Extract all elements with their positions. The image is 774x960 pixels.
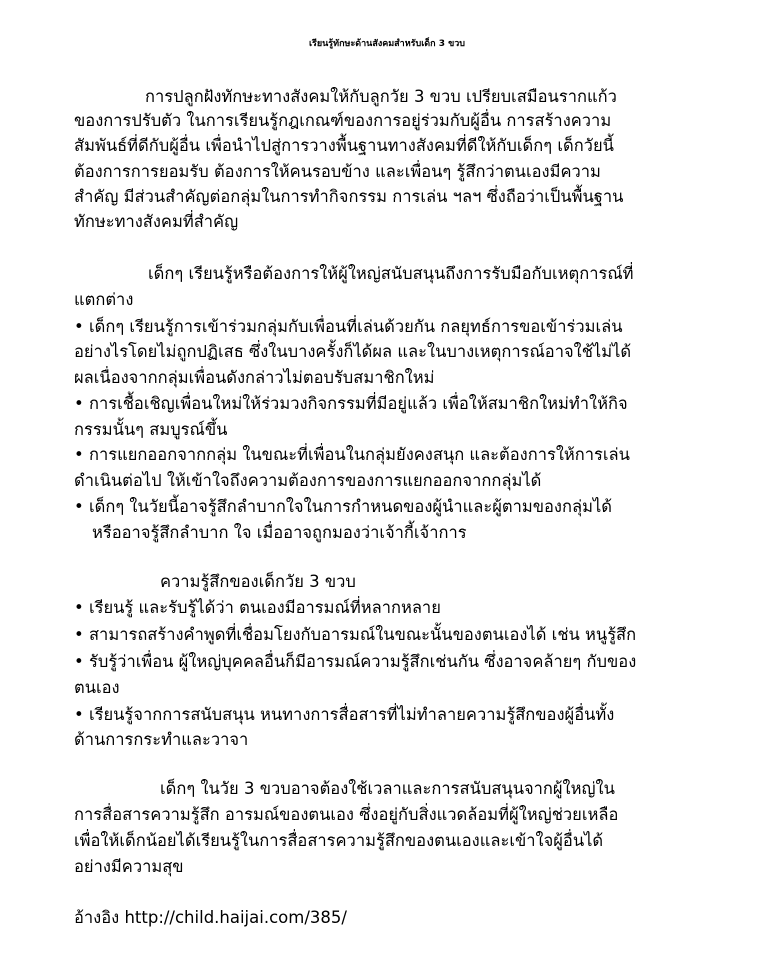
bullet-continuation: ตนเอง — [74, 678, 120, 697]
bullet-item: • รับรู้ว่าเพื่อน ผู้ใหญ่บุคคลอื่นก็มีอารมณ์ความรู้สึกเช่นกัน ซึ่งอาจคล้ายๆ กับของ — [74, 652, 637, 671]
intro-line: สำคัญ มีส่วนสำคัญต่อกลุ่มในการทำกิจกรรม การเล่น ฯลฯ ซึ่งถือว่าเป็นพื้นฐาน — [74, 187, 624, 206]
bullet-item: • สามารถสร้างคำพูดที่เชื่อมโยงกับอารมณ์ในขณะนั้นของตนเองได้ เช่น หนูรู้สึก — [74, 625, 637, 644]
conclusion-line: อย่างมีความสุข — [74, 857, 184, 876]
bullet-continuation: กรรมนั้นๆ สมบูรณ์ขึ้น — [74, 420, 228, 439]
bullet-continuation: ดำเนินต่อไป ให้เข้าใจถึงความต้องการของการแยกออกจากกลุ่มได้ — [74, 471, 542, 490]
bullet-item: • เรียนรู้จากการสนับสนุน หนทางการสื่อสารที่ไม่ทำลายความรู้สึกของผู้อื่นทั้ง — [74, 705, 615, 724]
conclusion-line: เพื่อให้เด็กน้อยได้เรียนรู้ในการสื่อสารความรู้สึกของตนเองและเข้าใจผู้อื่นได้ — [74, 831, 604, 850]
intro-line: ทักษะทางสังคมที่สำคัญ — [74, 212, 239, 231]
intro-line: สัมพันธ์ที่ดีกับผู้อื่น เพื่อนำไปสู่การวางพื้นฐานทางสังคมที่ดีให้กับเด็กๆ เด็กวัยนี้ — [74, 136, 614, 155]
intro-line: ของการปรับตัว ในการเรียนรู้กฎเกณฑ์ของการอยู่ร่วมกับผู้อื่น การสร้างความ — [74, 111, 612, 130]
document-title: เรียนรู้ทักษะด้านสังคมสำหรับเด็ก 3 ขวบ — [308, 39, 466, 49]
bullet-item: • การเชื้อเชิญเพื่อนใหม่ให้ร่วมวงกิจกรรมที่มีอยู่แล้ว เพื่อให้สมาชิกใหม่ทำให้กิจ — [74, 394, 628, 413]
bullet-item: • เด็กๆ เรียนรู้การเข้าร่วมกลุ่มกับเพื่อนที่เล่นด้วยกัน กลยุทธ์การขอเข้าร่วมเล่น — [74, 317, 623, 336]
conclusion-line: การสื่อสารความรู้สึก อารมณ์ของตนเอง ซึ่งอยู่กับสิ่งแวดล้อมที่ผู้ใหญ่ช่วยเหลือ — [74, 805, 619, 824]
bullet-item: • เรียนรู้ และรับรู้ได้ว่า ตนเองมีอารมณ์ที่หลากหลาย — [74, 598, 441, 617]
reference-link: อ้างอิง http://child.haijai.com/385/ — [74, 908, 347, 927]
section-heading: ความรู้สึกของเด็กวัย 3 ขวบ — [160, 572, 356, 591]
bullet-continuation: อย่างไรโดยไม่ถูกปฏิเสธ ซึ่งในบางครั้งก็ได้ผล และในบางเหตุการณ์อาจใช้ไม่ได้ — [74, 342, 632, 361]
bullet-item: • การแยกออกจากกลุ่ม ในขณะที่เพื่อนในกลุ่มยังคงสนุก และต้องการให้การเล่น — [74, 445, 630, 464]
bullet-continuation: ผลเนื่องจากกลุ่มเพื่อนดังกล่าวไม่ตอบรับสมาชิกใหม่ — [74, 368, 435, 387]
conclusion-line: เด็กๆ ในวัย 3 ขวบอาจต้องใช้เวลาและการสนับสนุนจากผู้ใหญ่ใน — [160, 779, 615, 798]
bullet-item: • เด็กๆ ในวัยนี้อาจรู้สึกลำบากใจในการกำหนดของผู้นำและผู้ตามของกลุ่มได้ — [74, 497, 612, 516]
bullet-continuation: หรืออาจรู้สึกลำบาก ใจ เมื่ออาจถูกมองว่าเจ้ากี้เจ้าการ — [92, 523, 467, 542]
intro-line: ต้องการการยอมรับ ต้องการให้คนรอบข้าง และเพื่อนๆ รู้สึกว่าตนเองมีความ — [74, 162, 601, 181]
intro-line: การปลูกฝังทักษะทางสังคมให้กับลูกวัย 3 ขวบ เปรียบเสมือนรากแก้ว — [145, 87, 617, 106]
bullet-continuation: ด้านการกระทำและวาจา — [74, 730, 249, 749]
section-heading: เด็กๆ เรียนรู้หรือต้องการให้ผู้ใหญ่สนับสนุนถึงการรับมือกับเหตุการณ์ที่ — [148, 264, 634, 283]
section-line: แตกต่าง — [74, 290, 134, 309]
